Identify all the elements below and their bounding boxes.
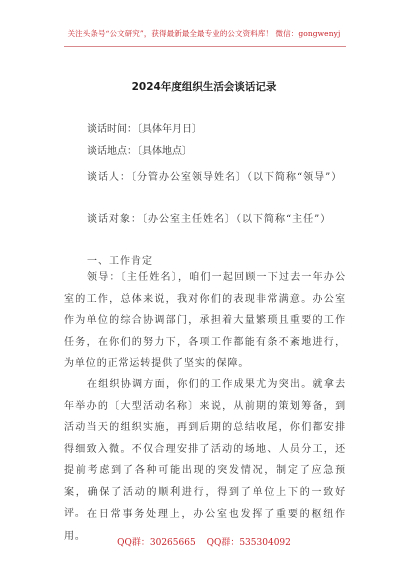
meta-interviewer: 谈话人：〔分管办公室领导姓名〕（以下简称“领导”） — [87, 172, 343, 183]
footer-qq-group-1: QQ群：30265665 — [117, 538, 196, 548]
promo-banner: 关注头条号“公文研究”，获得最新最全最专业的公文资料库！ 微信：gongwenyj — [67, 29, 341, 38]
paragraph-2: 在组织协调方面，你们的工作成果尤为突出。就拿去年举办的〔大型活动名称〕来说，从前期的策划筹备，到活动当天的组织实施，再到后期的总结收尾，你们都安排得细致入微。不仅合理安排了活动的场地、人员分工，还提前考虑到了各种可能出现的突发情况，制定了应急预案，确保了活动的顺利进行，得到了单位上下的一致好评。 — [64, 379, 346, 519]
paragraph-3: 在日常事务处理上，办公室也发挥了重要的枢纽作用。 — [64, 509, 346, 542]
footer-qq-group-2: QQ群：535304092 — [206, 538, 291, 548]
header-divider — [64, 46, 346, 47]
section-heading: 一、工作肯定 — [87, 256, 153, 267]
paragraph-1: 领导：〔主任姓名〕，咱们一起回顾一下过去一年办公室的工作，总体来说，我对你们的表现非常满意。办公室作为单位的综合协调部门，承担着大量繁琐且重要的工作任务，在你们的努力下，各项工作都能有条不紊地进行，为单位的正常运转提供了坚实的保障。 — [64, 272, 346, 369]
meta-interviewee: 谈话对象：〔办公室主任姓名〕（以下简称“主任”） — [87, 214, 332, 225]
footer-contacts — [0, 535, 408, 548]
meta-time: 谈话时间：〔具体年月日〕 — [87, 124, 202, 135]
document-title: 2024年度组织生活会谈话记录 — [131, 81, 277, 93]
meta-place: 谈话地点：〔具体地点〕 — [87, 146, 192, 157]
